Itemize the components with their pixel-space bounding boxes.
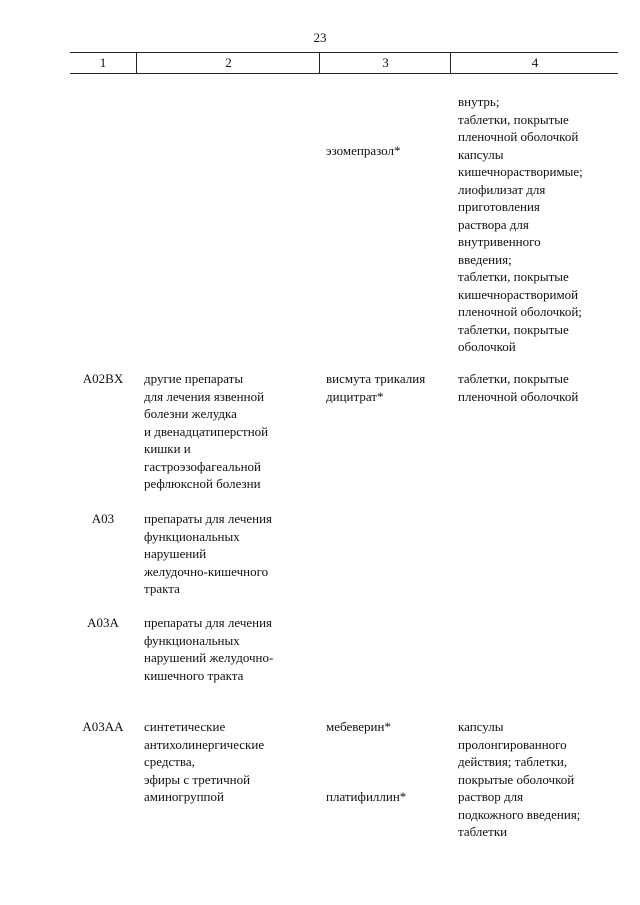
code-a03a: A03A <box>87 615 119 630</box>
form-platyphylline: раствор для подкожного введения; таблетки <box>458 789 581 839</box>
code-a03: A03 <box>91 511 115 526</box>
form-esomeprazole: внутрь; таблетки, покрытые пленочной оболочкой капсулы кишечнорастворимые; лиофилизат для приготовления раствора для внутривенного введения; таблетки, покрытые кишечнорастворимой пленочной оболочкой; таблетки, покрытые оболочкой <box>458 94 583 354</box>
desc-a03: препараты для лечения функциональных нарушений желудочно-кишечного тракта <box>144 511 273 596</box>
code-a02bx: A02BX <box>82 371 124 386</box>
page-number: 23 <box>313 30 327 45</box>
form-mebeverine: капсулы пролонгированного действия; таблетки, покрытые оболочкой <box>458 719 575 787</box>
desc-a03aa: синтетические антихолинергические средства, эфиры с третичной аминогруппой <box>144 719 265 804</box>
code-a03aa: A03AA <box>82 719 124 734</box>
form-a02bx: таблетки, покрытые пленочной оболочкой <box>458 371 579 404</box>
header-col-4: 4 <box>450 53 619 73</box>
header-col-3: 3 <box>319 53 451 73</box>
desc-a03a: препараты для лечения функциональных нарушений желудочно- кишечного тракта <box>144 615 274 683</box>
desc-a02bx: другие препараты для лечения язвенной болезни желудка и двенадцатиперстной кишки и гастроэзофагеальной рефлюксной болезни <box>144 371 269 491</box>
drug-esomeprazole: эзомепразол* <box>326 143 401 158</box>
header-col-2: 2 <box>136 53 320 73</box>
header-col-1: 1 <box>99 55 107 70</box>
drug-a02bx: висмута трикалия дицитрат* <box>326 371 426 404</box>
drug-mebeverine: мебеверин* <box>326 719 391 734</box>
table-header-row <box>70 52 618 74</box>
drug-platyphylline: платифиллин* <box>326 789 407 804</box>
